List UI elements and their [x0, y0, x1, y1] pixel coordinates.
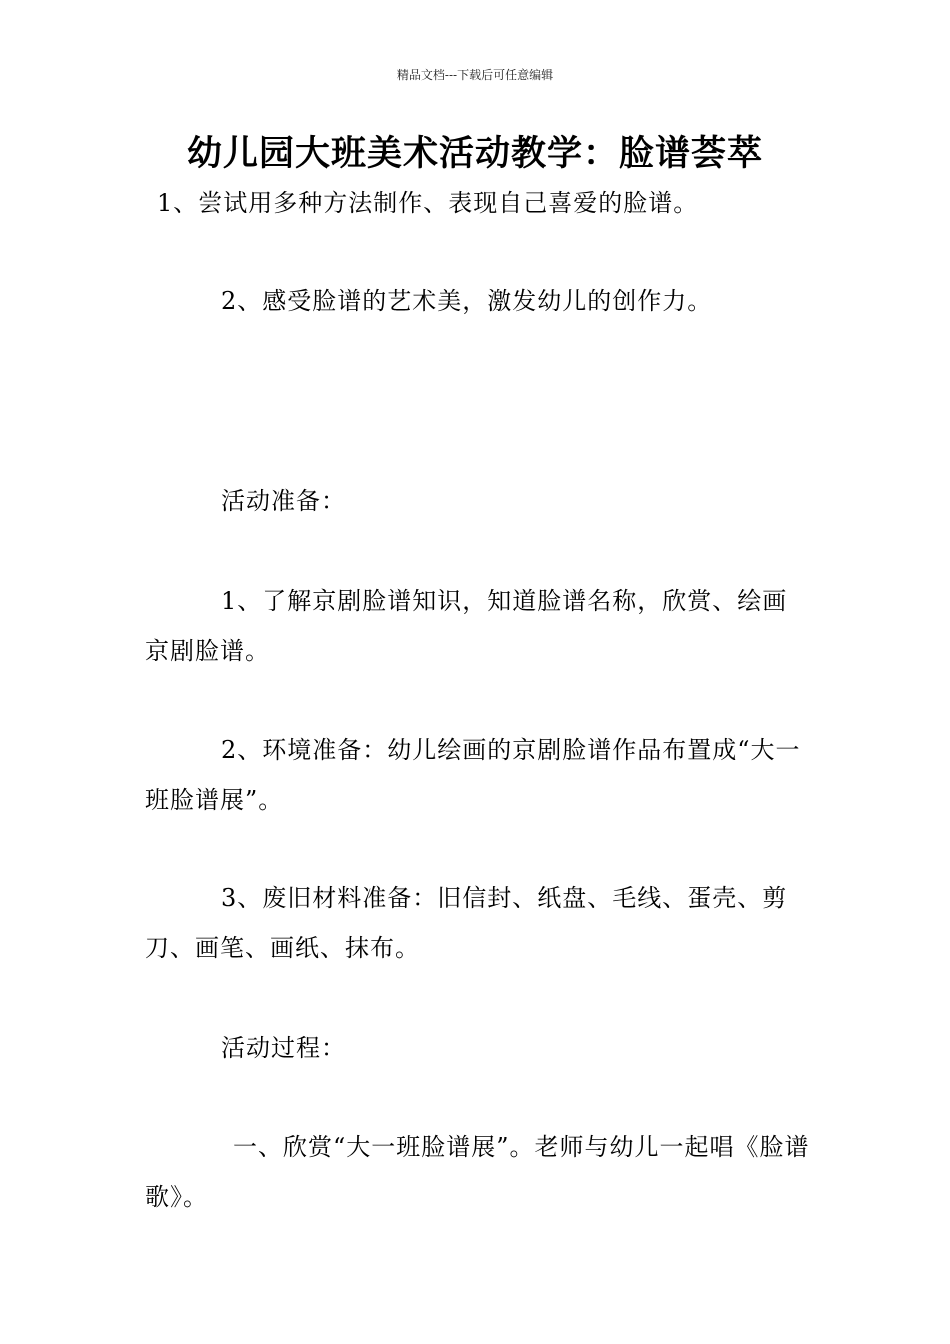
- process-heading: 活动过程：: [221, 1034, 346, 1062]
- preparation-heading: 活动准备：: [221, 487, 346, 515]
- goal-item-1: 1、尝试用多种方法制作、表现自己喜爱的脸谱。: [157, 189, 699, 217]
- preparation-item-3: 3、废旧材料准备：旧信封、纸盘、毛线、蛋壳、剪刀、画笔、画纸、抹布。: [145, 884, 788, 962]
- document-title: 幼儿园大班美术活动教学：脸谱荟萃: [186, 134, 763, 174]
- goal-item-2: 2、感受脸谱的艺术美，激发幼儿的创作力。: [221, 287, 713, 315]
- process-item-1: 一、欣赏“大一班脸谱展”。老师与幼儿一起唱《脸谱歌》。: [145, 1133, 810, 1211]
- page-header-note: 精品文档---下载后可任意编辑: [396, 68, 554, 82]
- preparation-item-1: 1、了解京剧脸谱知识，知道脸谱名称，欣赏、绘画京剧脸谱。: [145, 587, 788, 665]
- preparation-item-2: 2、环境准备：幼儿绘画的京剧脸谱作品布置成“大一班脸谱展”。: [145, 736, 801, 814]
